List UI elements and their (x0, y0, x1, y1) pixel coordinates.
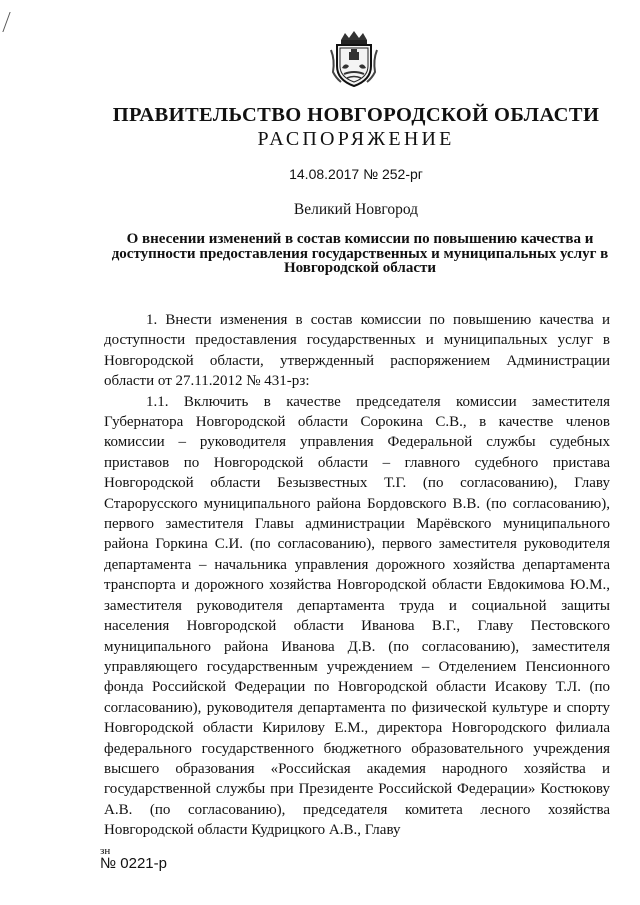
document-subject: О внесении изменений в состав комиссии по повышению качества и доступности предоставления государственных и муниципальных услуг в Новгородской области (111, 231, 609, 276)
government-title: ПРАВИТЕЛЬСТВО НОВГОРОДСКОЙ ОБЛАСТИ (112, 104, 600, 126)
paragraph-1: 1. Внести изменения в состав комиссии по повышению качества и доступности предоставления государственных и муниципальных услуг в Новгородской области, утвержденный распоряжением Администрации области от 27.11.2012 № 431-рз: (104, 312, 610, 390)
document-body (104, 310, 610, 841)
footer-number: № 0221-р (100, 855, 167, 872)
coat-of-arms-icon (327, 30, 381, 88)
paragraph-1-1: 1.1. Включить в качестве председателя комиссии заместителя Губернатора Новгородской области Сорокина С.В., в качестве членов комиссии – руководителя управления Федеральной службы судебных приставов по Новгородской области – главного судебного пристава Новгородской области Безызвестных Т.Г. (по согласованию), Главу Старорусского муниципального района Бордовского В.В. (по согласованию), первого заместителя Главы администрации Марёвского муниципального района Горкина С.И. (по согласованию), первого заместителя руководителя департамента – начальника управления дорожного хозяйства департамента транспорта и дорожного хозяйства Новгородской области Евдокимова Ю.М., заместителя руководителя департамента труда и социальной защиты населения Новгородской области Иванова В.Г., Главу Пестовского муниципального района Иванова Д.В. (по согласованию), заместителя управляющего государственным учреждением – Отделением Пенсионного фонда Российской Федерации по Новгородской области Исакову Т.Л. (по согласованию), руководителя департамента по физической культуре и спорту Новгородской области Кирилову Е.М., директора Новгородского филиала федерального государственного бюджетного образовательного учреждения высшего образования «Российская академия народного хозяйства и государственной службы при Президенте Российской Федерации» Костюкову А.В. (по согласованию), председателя комитета лесного хозяйства Новгородской области Кудрицкого А.В., Главу (104, 393, 610, 839)
document-date-number: 14.08.2017 № 252-рг (289, 166, 423, 182)
document-place: Великий Новгород (293, 201, 419, 218)
document-type: РАСПОРЯЖЕНИЕ (257, 128, 455, 150)
scan-mark (2, 12, 18, 32)
footer-code: зн (100, 845, 111, 857)
